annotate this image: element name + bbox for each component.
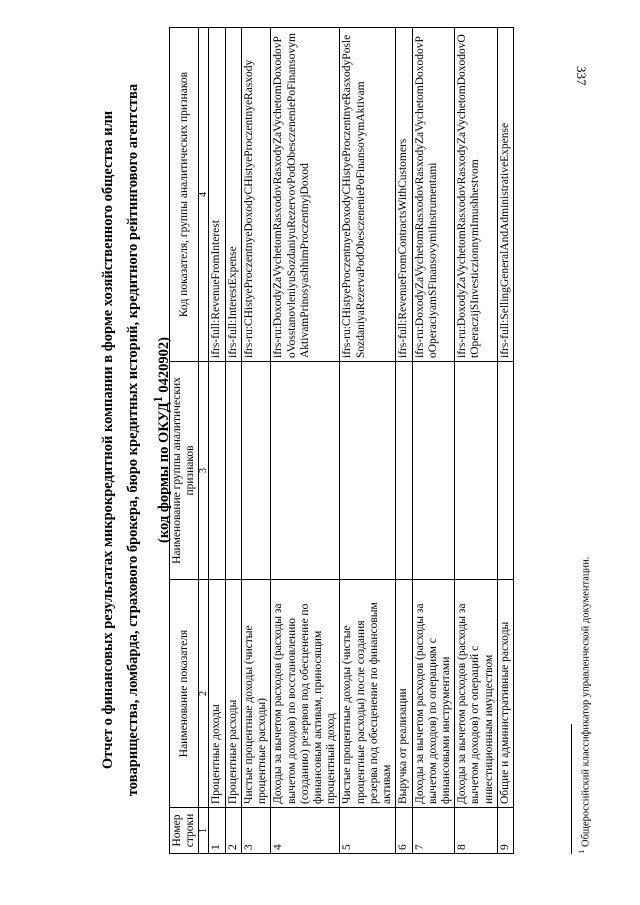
column-number: 3: [199, 362, 209, 580]
form-code-text: (код формы по ОКУД: [155, 402, 172, 543]
indicator-name: Чистые процентные доходы (чистые процентные расходы) после создания резерва под обесценение по финансовым активам: [340, 580, 396, 808]
group-name: [412, 362, 455, 580]
header-row-number: Номер строки: [170, 808, 199, 854]
table-header-row: [170, 28, 199, 854]
indicator-code: ifrs-ru:DoxodyZaVychetomRasxodovRasxodyZaVychetomDoxodovPoOperaciyamSFinansovymiInstrumentami: [412, 28, 455, 362]
row-number: 3: [241, 808, 270, 854]
table-row: [412, 28, 455, 854]
indicator-code: ifrs-full:SellingGeneralAndAdministrativeExpense: [497, 28, 513, 362]
indicator-name: Выручка от реализации: [396, 580, 412, 808]
table-row: [396, 28, 412, 854]
column-number: 4: [199, 28, 209, 362]
table-row: [209, 28, 225, 854]
indicator-name: Процентные доходы: [209, 580, 225, 808]
header-indicator-name: Наименование показателя: [170, 580, 199, 808]
table-row: [340, 28, 396, 854]
group-name: [497, 362, 513, 580]
form-code-footnote-mark: 1: [151, 396, 165, 403]
indicator-name: Процентные расходы: [225, 580, 241, 808]
indicator-code: ifrs-full:RevenueFromInterest: [209, 28, 225, 362]
indicator-code: ifrs-ru:CHistyeProczentnyeDoxodyCHistyeProczentnyeRasxodyPosleSozdaniyaRezervaPodObesczeneniePoFinansovymAktivam: [340, 28, 396, 362]
group-name: [340, 362, 396, 580]
report-title-line-1: Отчет о финансовых результатах микрокредитной компании в форме хозяйственного общества или: [100, 110, 116, 770]
table-row: [271, 28, 340, 854]
indicator-name: Чистые процентные доходы (чистые процентные расходы): [241, 580, 270, 808]
indicator-code: ifrs-ru:CHistyeProczentnyeDoxodyCHistyeProczentnyeRasxody: [241, 28, 270, 362]
group-name: [241, 362, 270, 580]
group-name: [225, 362, 241, 580]
table-row: [225, 28, 241, 854]
footnote: [576, 557, 592, 854]
column-number: 2: [199, 580, 209, 808]
indicator-name: Доходы за вычетом расходов (расходы за вычетом доходов) по восстановлению (созданию) резервов под обесценение по финансовым активам, приносящим процентный доход: [271, 580, 340, 808]
header-group-name: Наименование группы аналитических признаков: [170, 362, 199, 580]
footnote-mark: 1: [576, 849, 586, 854]
group-name: [455, 362, 498, 580]
row-number: 1: [209, 808, 225, 854]
table-row: [455, 28, 498, 854]
indicator-name: Доходы за вычетом расходов (расходы за вычетом доходов) от операций с инвестиционным имуществом: [455, 580, 498, 808]
header-indicator-code: Код показателя, группы аналитических признаков: [170, 28, 199, 362]
indicator-name: Доходы за вычетом расходов (расходы за вычетом доходов) по операциям с финансовыми инструментами: [412, 580, 455, 808]
table-row: [241, 28, 270, 854]
group-name: [209, 362, 225, 580]
row-number: 5: [340, 808, 396, 854]
indicator-code: ifrs-ru:DoxodyZaVychetomRasxodovRasxodyZaVychetomDoxodovOtOperaczijSInvesticzionnymImushhestvom: [455, 28, 498, 362]
table-row: [497, 28, 513, 854]
indicator-code: ifrs-full:RevenueFromContractsWithCustomers: [396, 28, 412, 362]
column-number: 1: [199, 808, 209, 854]
row-number: 8: [455, 808, 498, 854]
row-number: 4: [271, 808, 340, 854]
row-number: 2: [225, 808, 241, 854]
row-number: 7: [412, 808, 455, 854]
footnote-text: Общероссийский классификатор управленческой документации.: [580, 556, 592, 850]
report-title-line-2: товарищества, ломбарда, страхового брокера, бюро кредитных историй, кредитного рейтингового агентства: [125, 83, 141, 797]
group-name: [271, 362, 340, 580]
footnote-divider: [571, 724, 572, 854]
indicators-table: [169, 27, 514, 854]
row-number: 6: [396, 808, 412, 854]
indicator-code: ifrs-ru:DoxodyZaVychetomRasxodovRasxodyZaVychetomDoxodovPoVosstanovleniyuSozdaniyuRezervovPodObesczeneniePoFinansovymAktivamPrinosyashhimProczentnyjDoxod: [271, 28, 340, 362]
form-code-number: 0420902): [155, 337, 172, 397]
page-number: 337: [574, 66, 589, 86]
indicator-code: ifrs-full:InterestExpense: [225, 28, 241, 362]
row-number: 9: [497, 808, 513, 854]
group-name: [396, 362, 412, 580]
column-numbers-row: [199, 28, 209, 854]
indicator-name: Общие и административные расходы: [497, 580, 513, 808]
